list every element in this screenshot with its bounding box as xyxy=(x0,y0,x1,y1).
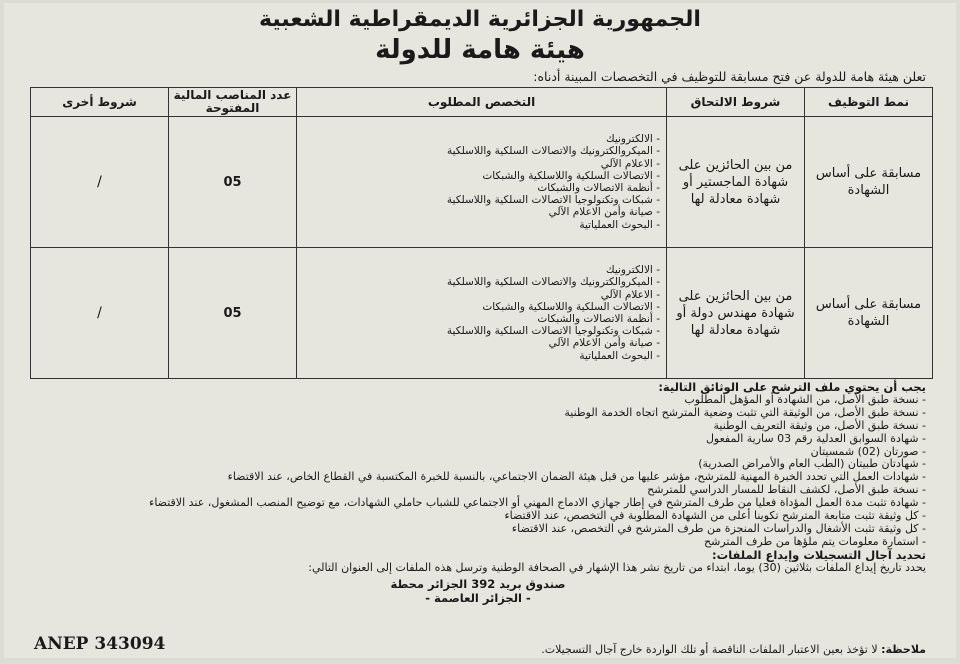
document-item: - نسخة طبق الأصل، من الوثيقة التي تثبت وضعية المترشح اتجاه الخدمة الوطنية xyxy=(30,407,926,420)
row-count: 05 xyxy=(169,248,297,379)
document-item: - نسخة طبق الأصل، من الشهادة أو المؤهل المطلوب xyxy=(30,394,926,407)
col-header-mode: نمط التوظيف xyxy=(805,88,933,117)
specialty-item: - الاعلام الآلي xyxy=(303,158,660,170)
col-header-other: شروط أخرى xyxy=(31,88,169,117)
note-text: لا تؤخذ بعين الاعتبار الملفات الناقصة أو تلك الواردة خارج آجال التسجيلات. xyxy=(541,643,878,656)
table-header-row xyxy=(31,88,933,117)
document-item: - كل وثيقة تثبت الأشغال والدراسات المنجزة من طرف المترشح في التخصص، عند الاقتضاء xyxy=(30,523,926,536)
specialty-item: - الالكترونيك xyxy=(303,264,660,276)
intro-text: تعلن هيئة هامة للدولة عن فتح مسابقة للتوظيف في التخصصات المبينة أدناه: xyxy=(533,69,926,84)
document-item: - شهادتان طبيتان (الطب العام والأمراض الصدرية) xyxy=(30,458,926,471)
specialty-item: - الاتصالات السلكية واللاسلكية والشبكات xyxy=(303,170,660,182)
specialty-item: - الاعلام الآلي xyxy=(303,289,660,301)
document-item: - نسخة طبق الأصل، لكشف النقاط للمسار الدراسي للمترشح xyxy=(30,484,926,497)
specialty-item: - صيانة وأمن الاعلام الآلي xyxy=(303,206,660,218)
republic-title: الجمهورية الجزائرية الديمقراطية الشعبية xyxy=(259,7,701,32)
row-other: / xyxy=(31,117,169,248)
note xyxy=(234,643,926,656)
document-item: - نسخة طبق الأصل، من وثيقة التعريف الوطنية xyxy=(30,420,926,433)
row-specialties xyxy=(297,248,667,379)
specialty-item: - أنظمة الاتصالات والشبكات xyxy=(303,313,660,325)
recruitment-table xyxy=(30,87,933,379)
document-item: - شهادة السوابق العدلية رقم 03 سارية المفعول xyxy=(30,433,926,446)
documents-section xyxy=(30,381,926,605)
document-item: - شهادات العمل التي تحدد الخبرة المهنية للمترشح، مؤشر عليها من قبل هيئة الضمان الاجتماعي، بالنسبة للخبرة المكتسبة في القطاع الخاص، عند الاقتضاء xyxy=(30,471,926,484)
col-header-specialty: التخصص المطلوب xyxy=(297,88,667,117)
specialty-item: - البحوث العملياتية xyxy=(303,350,660,362)
row-condition: من بين الحائزين على شهادة مهندس دولة أو شهادة معادلة لها xyxy=(667,248,805,379)
address-line-2: - الجزائر العاصمة - xyxy=(425,590,531,605)
specialty-item: - الاتصالات السلكية واللاسلكية والشبكات xyxy=(303,301,660,313)
row-count: 05 xyxy=(169,117,297,248)
document-item: - كل وثيقة تثبت متابعة المترشح تكوينا أعلى من الشهادة المطلوبة في التخصص، عند الاقتضاء xyxy=(30,510,926,523)
deadline-heading: تحديد آجال التسجيلات وإيداع الملفات: xyxy=(712,547,926,562)
row-mode: مسابقة على أساس الشهادة xyxy=(805,248,933,379)
table-row xyxy=(31,117,933,248)
row-mode: مسابقة على أساس الشهادة xyxy=(805,117,933,248)
specialty-item: - الميكروالكترونيك والاتصالات السلكية واللاسلكية xyxy=(303,276,660,288)
row-other: / xyxy=(31,248,169,379)
specialty-item: - البحوث العملياتية xyxy=(303,219,660,231)
specialty-item: - الميكروالكترونيك والاتصالات السلكية واللاسلكية xyxy=(303,145,660,157)
announcement-page xyxy=(4,3,956,658)
specialty-item: - الالكترونيك xyxy=(303,133,660,145)
specialty-item: - صيانة وأمن الاعلام الآلي xyxy=(303,337,660,349)
document-item: - صورتان (02) شمسيتان xyxy=(30,446,926,459)
document-item: - استمارة معلومات يتم ملؤها من طرف المترشح xyxy=(30,536,926,549)
specialty-item: - شبكات وتكنولوجيا الاتصالات السلكية واللاسلكية xyxy=(303,325,660,337)
col-header-condition: شروط الالتحاق xyxy=(667,88,805,117)
organization-title: هيئة هامة للدولة xyxy=(375,35,585,65)
col-header-count: عدد المناصب المالية المفتوحة xyxy=(169,88,297,117)
row-specialties xyxy=(297,117,667,248)
address-line-1: صندوق بريد 392 الجزائر محطة xyxy=(390,576,566,591)
row-condition: من بين الحائزين على شهادة الماجستير أو شهادة معادلة لها xyxy=(667,117,805,248)
note-label: ملاحظة: xyxy=(881,643,926,656)
deadline-text: يحدد تاريخ إيداع الملفات بثلاثين (30) يوما، ابتداء من تاريخ نشر هذا الإشهار في الصحافة الوطنية وترسل هذه الملفات إلى العنوان التالي: xyxy=(308,560,926,574)
specialty-item: - أنظمة الاتصالات والشبكات xyxy=(303,182,660,194)
anep-reference: ANEP 343094 xyxy=(34,634,166,654)
document-item: - شهادة تثبت مدة العمل المؤداة فعليا من طرف المترشح في إطار جهازي الادماج المهني أو الاجتماعي للشباب حاملي الشهادات، مع توضيح المنصب المشغول، عند الاقتضاء xyxy=(30,497,926,510)
documents-heading: يجب أن يحتوي ملف الترشح على الوثائق التالية: xyxy=(658,380,926,394)
specialty-item: - شبكات وتكنولوجيا الاتصالات السلكية واللاسلكية xyxy=(303,194,660,206)
table-row xyxy=(31,248,933,379)
